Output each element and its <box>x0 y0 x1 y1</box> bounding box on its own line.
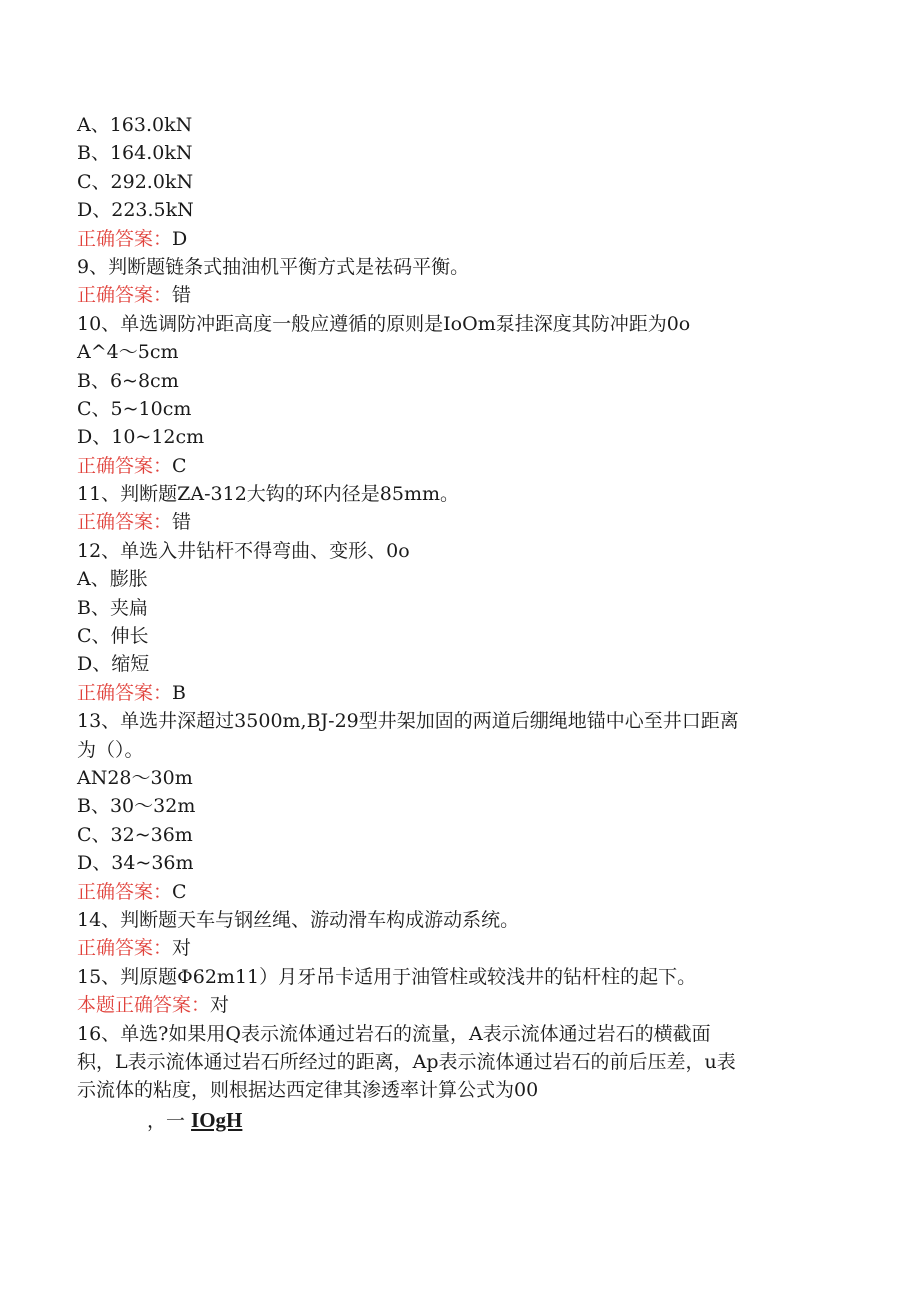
answer-value: 错 <box>172 511 192 534</box>
answer-value: 错 <box>172 284 192 307</box>
option-line: B、30～32m <box>77 795 196 818</box>
question-line: 示流体的粘度，则根据达西定律其渗透率计算公式为00 <box>77 1079 539 1102</box>
option-line: AN28～30m <box>77 766 193 789</box>
formula-prefix: ，一 <box>147 1109 192 1132</box>
option-line: C、32~36m <box>77 823 193 846</box>
answer-label: 正确答案： <box>77 227 173 250</box>
option-line: B、夹扁 <box>77 596 148 619</box>
option-line: A^4～5cm <box>77 341 179 364</box>
option-line: A、163.0kN <box>77 114 193 136</box>
question-line: 15、判原题Φ62m11）月牙吊卡适用于油管柱或较浅井的钻杆柱的起下。 <box>77 965 697 988</box>
option-line: D、34~36m <box>77 852 194 875</box>
option-line: C、5~10cm <box>77 397 192 420</box>
option-line: C、292.0kN <box>77 170 194 193</box>
answer-line <box>77 934 847 962</box>
option-line: D、10~12cm <box>77 426 205 449</box>
answer-line <box>77 679 847 707</box>
option-line: D、缩短 <box>77 653 150 676</box>
answer-label: 正确答案： <box>77 511 173 534</box>
answer-line <box>77 508 847 536</box>
answer-label: 正确答案： <box>77 880 173 903</box>
document-page <box>77 111 847 1136</box>
question-list <box>77 111 847 1105</box>
formula-fragment <box>147 1105 847 1136</box>
option-line: A、膨胀 <box>77 568 148 591</box>
answer-label: 正确答案： <box>77 454 173 477</box>
option-line: C、伸长 <box>77 625 149 648</box>
question-line: 11、判断题ZA-312大钩的环内径是85mm。 <box>77 483 459 506</box>
answer-line <box>77 878 847 906</box>
question-line: 10、单选调防冲距高度一般应遵循的原则是IoOm泵挂深度其防冲距为0o <box>77 312 691 335</box>
option-line: B、6~8cm <box>77 369 179 392</box>
answer-line <box>77 991 847 1019</box>
option-line: D、223.5kN <box>77 199 194 222</box>
answer-value: C <box>172 454 187 477</box>
question-line: 13、单选井深超过3500m,BJ-29型井架加固的两道后绷绳地锚中心至井口距离 <box>77 710 739 733</box>
answer-value: 对 <box>210 994 230 1017</box>
option-line: B、164.0kN <box>77 142 193 165</box>
question-line: 14、判断题天车与钢丝绳、游动滑车构成游动系统。 <box>77 908 520 931</box>
answer-label: 正确答案： <box>77 937 173 960</box>
answer-line <box>77 452 847 480</box>
answer-value: B <box>172 681 186 704</box>
question-line: 12、单选入井钻杆不得弯曲、变形、0o <box>77 539 410 562</box>
answer-label: 正确答案： <box>77 284 173 307</box>
answer-value: C <box>172 880 187 903</box>
question-line: 16、单选?如果用Q表示流体通过岩石的流量，A表示流体通过岩石的横截面 <box>77 1022 711 1045</box>
question-line: 为（）。 <box>77 738 144 761</box>
question-line: 9、判断题链条式抽油机平衡方式是祛码平衡。 <box>77 255 470 278</box>
answer-value: 对 <box>172 937 192 960</box>
answer-line <box>77 225 847 253</box>
answer-label: 正确答案： <box>77 681 173 704</box>
formula-bold-text: IOgH <box>191 1107 243 1132</box>
answer-value: D <box>172 227 188 250</box>
question-line: 积，L表示流体通过岩石所经过的距离，Ap表示流体通过岩石的前后压差，u表 <box>77 1050 736 1073</box>
answer-label: 本题正确答案： <box>77 994 211 1017</box>
answer-line <box>77 281 847 309</box>
